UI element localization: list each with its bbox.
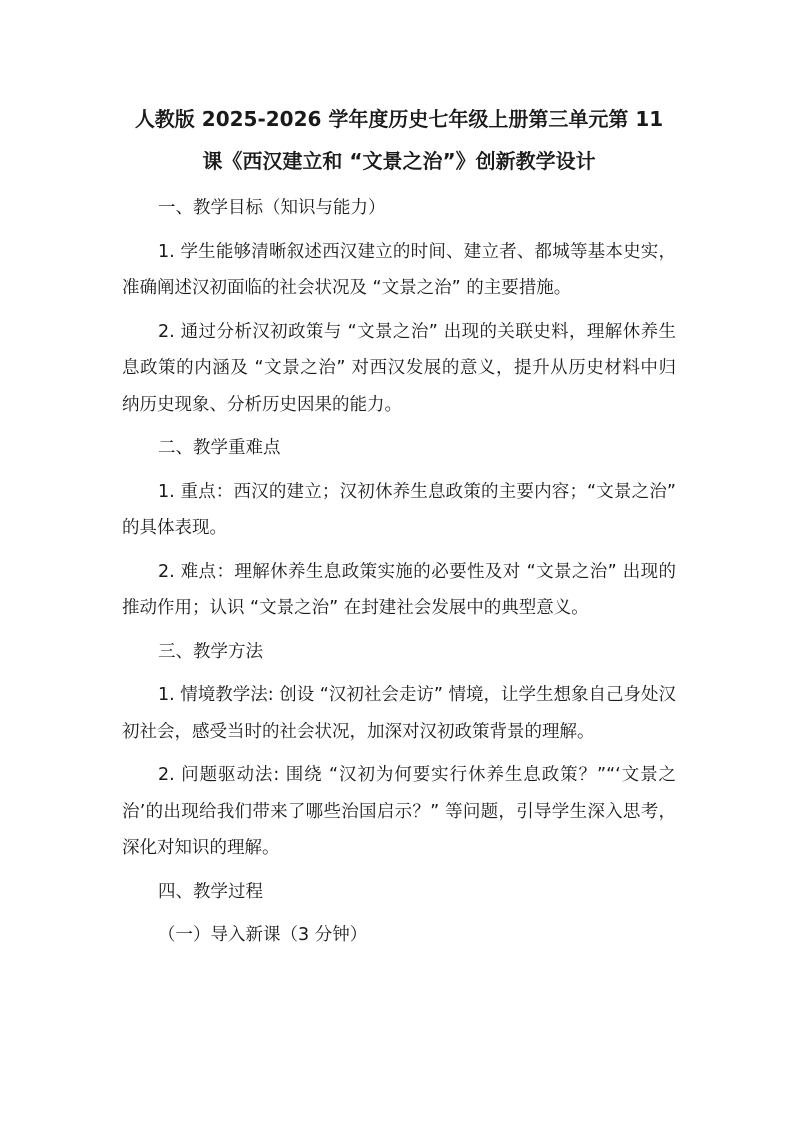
paragraph-difficult-point: 2. 难点：理解休养生息政策实施的必要性及对 “文景之治” 出现的推动作用；认识 “文景之治” 在封建社会发展中的典型意义。 — [122, 561, 676, 618]
section-heading-key-points: 二、教学重难点 — [158, 438, 281, 458]
paragraph-objective-1: 1. 学生能够清晰叙述西汉建立的时间、建立者、都城等基本史实，准确阐述汉初面临的社会状况及 “文景之治” 的主要措施。 — [122, 241, 676, 298]
subsection-heading-intro: （一）导入新课（3 分钟） — [158, 925, 368, 945]
title-line-2: 课《西汉建立和 “文景之治”》创新教学设计 — [202, 149, 596, 173]
paragraph-method-1: 1. 情境教学法: 创设 “汉初社会走访” 情境，让学生想象自己身处汉初社会，感受当时的社会状况，加深对汉初政策背景的理解。 — [122, 685, 676, 742]
section-heading-process: 四、教学过程 — [158, 881, 263, 902]
paragraph-objective-2: 2. 通过分析汉初政策与 “文景之治” 出现的关联史料，理解休养生息政策的内涵及 “文景之治” 对西汉发展的意义，提升从历史材料中归纳历史现象、分析历史因果的能力。 — [122, 321, 676, 415]
section-heading-objectives: 一、教学目标（知识与能力） — [158, 198, 386, 218]
section-heading-methods: 三、教学方法 — [158, 641, 263, 662]
title-line-1: 人教版 2025-2026 学年度历史七年级上册第三单元第 11 — [134, 107, 664, 131]
paragraph-key-point: 1. 重点：西汉的建立；汉初休养生息政策的主要内容；“文景之治” 的具体表现。 — [122, 481, 676, 538]
paragraph-method-2: 2. 问题驱动法: 围绕 “汉初为何要实行休养生息政策？”“‘文景之治’的出现给我们带来了哪些治国启示？” 等问题，引导学生深入思考，深化对知识的理解。 — [122, 765, 676, 858]
document-title — [122, 98, 676, 182]
